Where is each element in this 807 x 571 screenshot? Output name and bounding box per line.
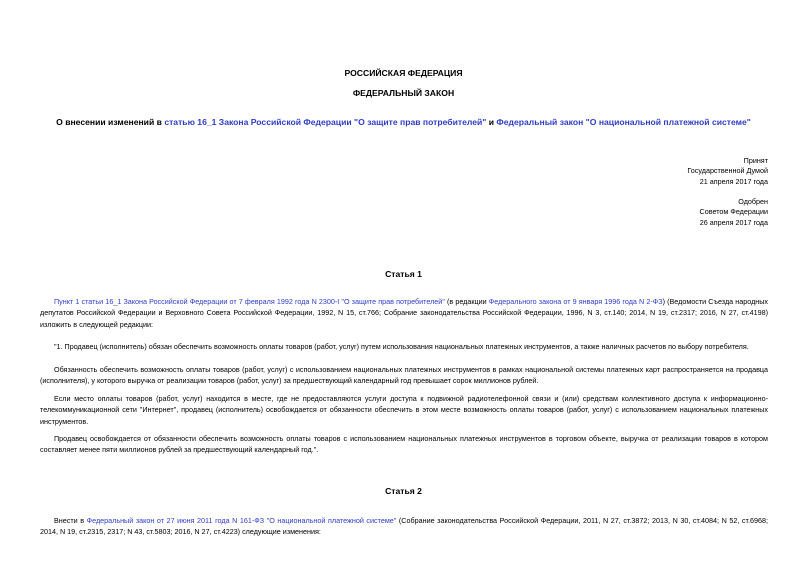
article1-paragraph-3: Если место оплаты товаров (работ, услуг) находится в месте, где не предоставляются услуги доступа к подвижной радиотелефонной связи и (или) средствам коллективного доступа к информационно-телекоммуникационной сети "Интернет", продавец (исполнитель) освобождается от обязанности обеспечить в этом месте возможность оплаты товаров (работ, услуг) с использованием национальных платежных инструментов. bbox=[40, 394, 768, 426]
law-title bbox=[0, 117, 807, 128]
law-title-link-payment-system[interactable]: Федеральный закон "О национальной платежной системе" bbox=[496, 117, 751, 127]
accepted-by: Государственной Думой bbox=[687, 166, 768, 176]
law-title-prefix: О внесении изменений в bbox=[56, 117, 165, 127]
article2-heading: Статья 2 bbox=[385, 486, 422, 496]
law-title-middle: и bbox=[486, 117, 497, 127]
approved-date: 26 апреля 2017 года bbox=[699, 217, 768, 227]
article1-intro-text1: (в редакции bbox=[444, 297, 489, 306]
article2-text2: (Собрание законодательства Российской Федерации, 2011, N 27, ст.3872; 2013, N 30, ст.4084; N 52, ст.6968; 2014, N 19, ст.2315, 2317; N 43, ст.5803; 2016, N 27, ст.4223) следующие изменения: bbox=[40, 516, 768, 537]
article1-paragraph-2: Обязанность обеспечить возможность оплаты товаров (работ, услуг) с использованием национальных платежных инструментов в рамках национальной системы платежных карт распространяется на продавца (исполнителя), у которого выручка от реализации товаров (работ, услуг) за предшествующий календарный год превышает сорок миллионов рублей. bbox=[40, 365, 768, 386]
article2-link-payment-system-law[interactable]: Федеральный закон от 27 июня 2011 года N 161-ФЗ "О национальной платежной системе" bbox=[86, 516, 397, 525]
article1-link-federal-law-1996[interactable]: Федерального закона от 9 января 1996 года N 2-ФЗ bbox=[488, 297, 663, 306]
article1-paragraph-4: Продавец освобождается от обязанности обеспечить возможность оплаты товаров с использованием национальных платежных инструментов в торговом объекте, выручка от реализации товаров в котором составляет менее пяти миллионов рублей за предшествующий календарный год.". bbox=[40, 434, 768, 455]
accepted-date: 21 апреля 2017 года bbox=[699, 176, 768, 186]
article1-intro bbox=[40, 296, 768, 330]
approved-label: Одобрен bbox=[738, 197, 768, 206]
article1-paragraph-1: "1. Продавец (исполнитель) обязан обеспечить возможность оплаты товаров (работ, услуг) путем использования национальных платежных инструментов, а также наличных расчетов по выбору потребителя. bbox=[54, 342, 749, 351]
approved-by: Советом Федерации bbox=[699, 207, 768, 217]
article2-intro bbox=[40, 515, 768, 538]
law-title-link-consumer-rights[interactable]: статью 16_1 Закона Российской Федерации "О защите прав потребителей" bbox=[164, 117, 487, 127]
adoption-duma-block bbox=[687, 156, 768, 187]
article2-text1: Внести в bbox=[54, 516, 87, 525]
country-heading: РОССИЙСКАЯ ФЕДЕРАЦИЯ bbox=[344, 68, 463, 78]
law-type-heading: ФЕДЕРАЛЬНЫЙ ЗАКОН bbox=[352, 88, 455, 98]
accepted-label: Принят bbox=[743, 156, 768, 165]
article1-heading: Статья 1 bbox=[385, 269, 422, 279]
adoption-council-block bbox=[700, 197, 768, 228]
article1-intro-text2: ) (Ведомости Съезда народных депутатов Российской Федерации и Верховного Совета Российской Федерации, 1992, N 15, ст.766; Собрание законодательства Российской Федерации, 1996, N 3, ст.140; 2014, N 19, ст.2317; 2016, N 27, ст.4198) изложить в следующей редакции: bbox=[40, 297, 768, 329]
article1-link-consumer-law[interactable]: Пункт 1 статьи 16_1 Закона Российской Федерации от 7 февраля 1992 года N 2300-I "О защите прав потребителей" bbox=[54, 297, 445, 306]
